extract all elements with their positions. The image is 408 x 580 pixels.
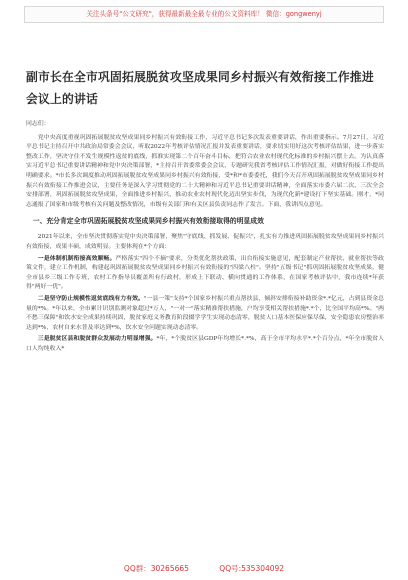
point-3-heading: 三是脱贫区县和脱贫群众发展动力明显增强。 <box>37 335 157 343</box>
point-2-body: "一县一策"支持*个国家乡村振兴重点帮扶县，倾斜安排衔接补助资金*.*亿元，占到县资金总量的*%。*年以来，全市累计识别监测对象超过*万人，"一对一"落实精准帮扶措施，户均享受相关帮扶措施*.*个，比全国平均高*%。"两不愁三保障"和饮水安全成果持续巩固，脱贫家庭义务教育阶段辍学学生实现动态清零，脱贫人口基本医保应保尽保，安全隐患农房整治率达到*%，农村自来水普及率达到*%，饮水安全问题实现动态清零。 <box>26 295 384 331</box>
document-title <box>26 68 384 108</box>
greeting: 同志们： <box>26 121 50 127</box>
point-2-paragraph <box>26 294 384 333</box>
qq-group-text: QQ群：30265665 <box>123 564 189 573</box>
contact-footer <box>0 562 408 576</box>
point-3-paragraph <box>26 334 384 354</box>
section-1-intro: 2021年以来，全市坚决贯彻落实党中央决策部署，聚焦"守底线、抓发展、促振兴"，扎实有力推进巩固拓展脱贫攻坚成果同乡村振兴有效衔接，成果丰硕，成效明显。主要体现在*个方面： <box>26 234 384 250</box>
point-2-heading: 二是坚守防止规模性返贫底线有力有效。 <box>37 294 144 302</box>
section-1-heading: 一、充分肯定全市巩固拓展脱贫攻坚成果同乡村振兴有效衔接取得的明显成效 <box>32 217 264 226</box>
promo-banner: 关注头条号"公文研究"，获得最新最全最专业的公文资料库！ 微信：gongwenyj <box>24 6 384 23</box>
intro-paragraph: 党中央高度重视巩固拓展脱贫攻坚成果同乡村振兴有效衔接工作，习近平总书记多次发表重要讲话，作出重要指示。7月27日，习近平总书记主持召开中共政治局常委会会议，听取2022年考核评估情况汇报并发表重要讲话，要求切实用好这次考核评估结果，进一步落实整改工作，坚决守住不发生规模性返贫的底线，抓准实现第二个百年奋斗目标，把符合农业农村现代化标准的乡村振兴摆上去。为认真落实习近平总书记重要讲话精神和党中央决策部署，*主持召开省委常委会会议，专题研究我省考核评估工作情况汇报，对做好衔接工作提出明确要求。*市长多次调度推动巩固拓展脱贫攻坚成果同乡村振兴有效衔接，受*和*市委委托，我们今天召开巩固拓展脱贫攻坚成果同乡村振兴有效衔接工作推进会议，主要任务是深入学习贯彻党的二十大精神和习近平总书记重要讲话精神，全面落实市委六届二次、三次全会安排部署，巩固拓展脱贫攻坚成果，全面推进乡村振兴，推动农业农村现代化迈出坚实步伐，为现代化新*建设打下坚实基础。刚才，*同志通报了国家和市级考核有关问题及整改情况，市级有关部门和有关区县负责同志作了发言。下面，我讲四点意见。 <box>26 134 384 208</box>
point-3-body: *年，*个脱贫区县GDP年均增长*.*%，高于全市平均水平*.*个百分点，*年全市脱贫人口人均纯收入* <box>26 336 385 352</box>
point-1-body: 严格落实"四个不摘"要求，分类优化帮扶政策，出台衔接实施意见，配套制定产业帮扶、就业帮扶等政策文件，建立工作机制，构建起巩固拓展脱贫攻坚成果同乡村振兴有效衔接的"四梁八柱"。坚持"五级书记"抓巩固拓展脱贫攻坚成果，健全市县乡三级工作专班，农村工作指导员覆盖所有行政村，形成上下联动、横向贯通的工作体系，在国家考核评估中，我市连续*年获得"两好一优"。 <box>26 255 384 291</box>
qq-number-text: QQ号:535304092 <box>219 564 285 573</box>
title-line-2: 会议上的讲话 <box>26 92 98 106</box>
point-1-heading: 一是体制机制衔接高效顺畅。 <box>37 254 116 262</box>
document-body <box>26 68 384 355</box>
point-1-paragraph <box>26 254 384 293</box>
title-line-1: 副市长在全市巩固拓展脱贫攻坚成果同乡村振兴有效衔接工作推进 <box>26 70 374 84</box>
